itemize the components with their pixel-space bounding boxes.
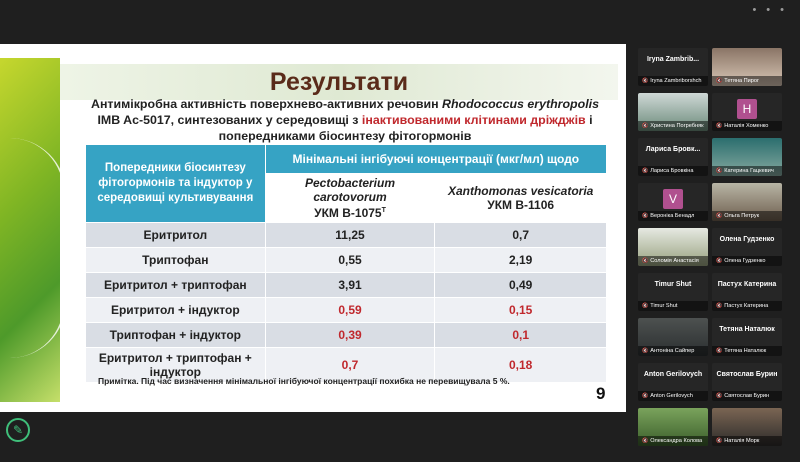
subtitle-highlight: інактивованими клітинами дріжджів [361,113,586,127]
subtitle-part-3: і попередниками біосинтезу фітогормонів [218,113,593,143]
participant-name: 🔇 Христина Погребняк [638,121,708,131]
row-label: Триптофан [86,248,266,273]
table-row [86,273,607,298]
mic-value: 0,39 [265,323,435,348]
participant-tile[interactable] [638,48,708,86]
participant-caption: Святослав Бурин [716,371,778,378]
participant-tile[interactable] [712,318,782,356]
mic-value: 0,18 [435,348,607,383]
participant-caption: Тетяна Наталюк [719,326,775,333]
row-label: Еритритол + триптофан [86,273,266,298]
table-row [86,223,607,248]
participant-tile[interactable] [712,48,782,86]
mic-value: 0,59 [265,298,435,323]
participant-name: 🔇 Наталія Морк [712,436,782,446]
participant-tile[interactable] [638,318,708,356]
participants-panel [630,44,800,462]
mic-value: 0,7 [435,223,607,248]
slide-title: Результати [269,68,409,96]
participant-caption: Лариса Бровк... [645,146,701,153]
participant-tile[interactable] [638,138,708,176]
participant-name: 🔇 Тетяна Пирог [712,76,782,86]
row-label: Еритритол + індуктор [86,298,266,323]
participant-tile[interactable] [638,363,708,401]
participant-name: 🔇 Катерина Гацкевич [712,166,782,176]
participant-avatar: V [663,189,683,209]
participant-tile[interactable] [638,408,708,446]
participant-caption: Anton Gerilovych [643,371,703,378]
participant-caption: Iryna Zambrib... [646,56,700,63]
participant-name: 🔇 Олена Гудзенко [712,256,782,266]
participant-name: 🔇 Антоніна Сайпер [638,346,708,356]
species-2-header [435,174,607,223]
subtitle-part-2: IMB Ac-5017, синтезованих у середовищі з [97,113,362,127]
participant-name: 🔇 Соломія Анастасія [638,256,708,266]
table-row [86,298,607,323]
participant-tile[interactable] [712,93,782,131]
window-controls[interactable]: ••• [752,4,794,16]
participant-tile[interactable] [712,363,782,401]
organism-name: Rhodococcus erythropolis [442,97,599,111]
participant-name: 🔇 Олександра Колова [638,436,708,446]
participant-name: 🔇 Пастух Катерина [712,301,782,311]
participant-name: 🔇 Ольга Петрук [712,211,782,221]
participant-tile[interactable] [638,228,708,266]
mic-value: 0,55 [265,248,435,273]
species-2-strain: УКМ В-1106 [487,198,555,212]
participant-tile[interactable] [638,93,708,131]
participant-caption: Timur Shut [654,281,692,288]
col-header-precursors: Попередники біосинтезу фітогормонів та індуктор у середовищі культивування [86,145,266,223]
species-2-name: Xanthomonas vesicatoria [447,184,594,198]
table-row [86,248,607,273]
participant-tile[interactable] [712,228,782,266]
participant-avatar: Н [737,99,757,119]
mic-table [85,144,607,383]
row-label: Триптофан + індуктор [86,323,266,348]
participant-name: 🔇 Iryna Zambriborshch [638,76,708,86]
shared-slide [0,44,626,412]
participant-name: 🔇 Наталія Хоменко [712,121,782,131]
participant-tile[interactable] [638,183,708,221]
participant-tile[interactable] [712,408,782,446]
leaf-decoration [0,58,60,402]
subtitle-part-1: Антимікробна активність поверхнево-активних речовин [91,97,442,111]
participant-caption: Олена Гудзенко [719,236,775,243]
mic-value: 2,19 [435,248,607,273]
participant-name: 🔇 Timur Shut [638,301,708,311]
participant-name: 🔇 Тетяна Наталюк [712,346,782,356]
participant-name: 🔇 Anton Gerilovych [638,391,708,401]
mic-value: 0,7 [265,348,435,383]
slide-subtitle [80,96,610,144]
mic-value: 11,25 [265,223,435,248]
participant-caption: Пастух Катерина [717,281,777,288]
mic-value: 0,49 [435,273,607,298]
mic-value: 0,15 [435,298,607,323]
row-label: Еритритол + триптофан + індуктор [86,348,266,383]
species-1-name: Pectobacterium carotovorum [304,176,395,204]
participant-name: 🔇 Лариса Бровкіна [638,166,708,176]
slide-note: Примітка. Під час визначення мінімальної інгібуючої концентрації похибка не перевищувала 5 %. [98,376,510,386]
participant-tile[interactable] [638,273,708,311]
col-header-mic: Мінімальні інгібуючі концентрації (мкг/мл) щодо [265,145,606,174]
mic-value: 3,91 [265,273,435,298]
species-1-header [265,174,435,223]
page-number: 9 [596,384,606,403]
participant-tile[interactable] [712,183,782,221]
participant-name: 🔇 Вероніка Бенадл [638,211,708,221]
participant-tile[interactable] [712,273,782,311]
row-label: Еритритол [86,223,266,248]
participant-name: 🔇 Святослав Бурин [712,391,782,401]
top-toolbar [0,0,800,44]
mic-value: 0,1 [435,323,607,348]
species-1-strain: УКМ В-1075 [314,206,382,220]
species-1-sup: Т [381,207,386,214]
participant-tile[interactable] [712,138,782,176]
annotate-pen-icon[interactable]: ✎ [6,418,30,442]
table-row [86,323,607,348]
bottom-bar [0,412,630,462]
